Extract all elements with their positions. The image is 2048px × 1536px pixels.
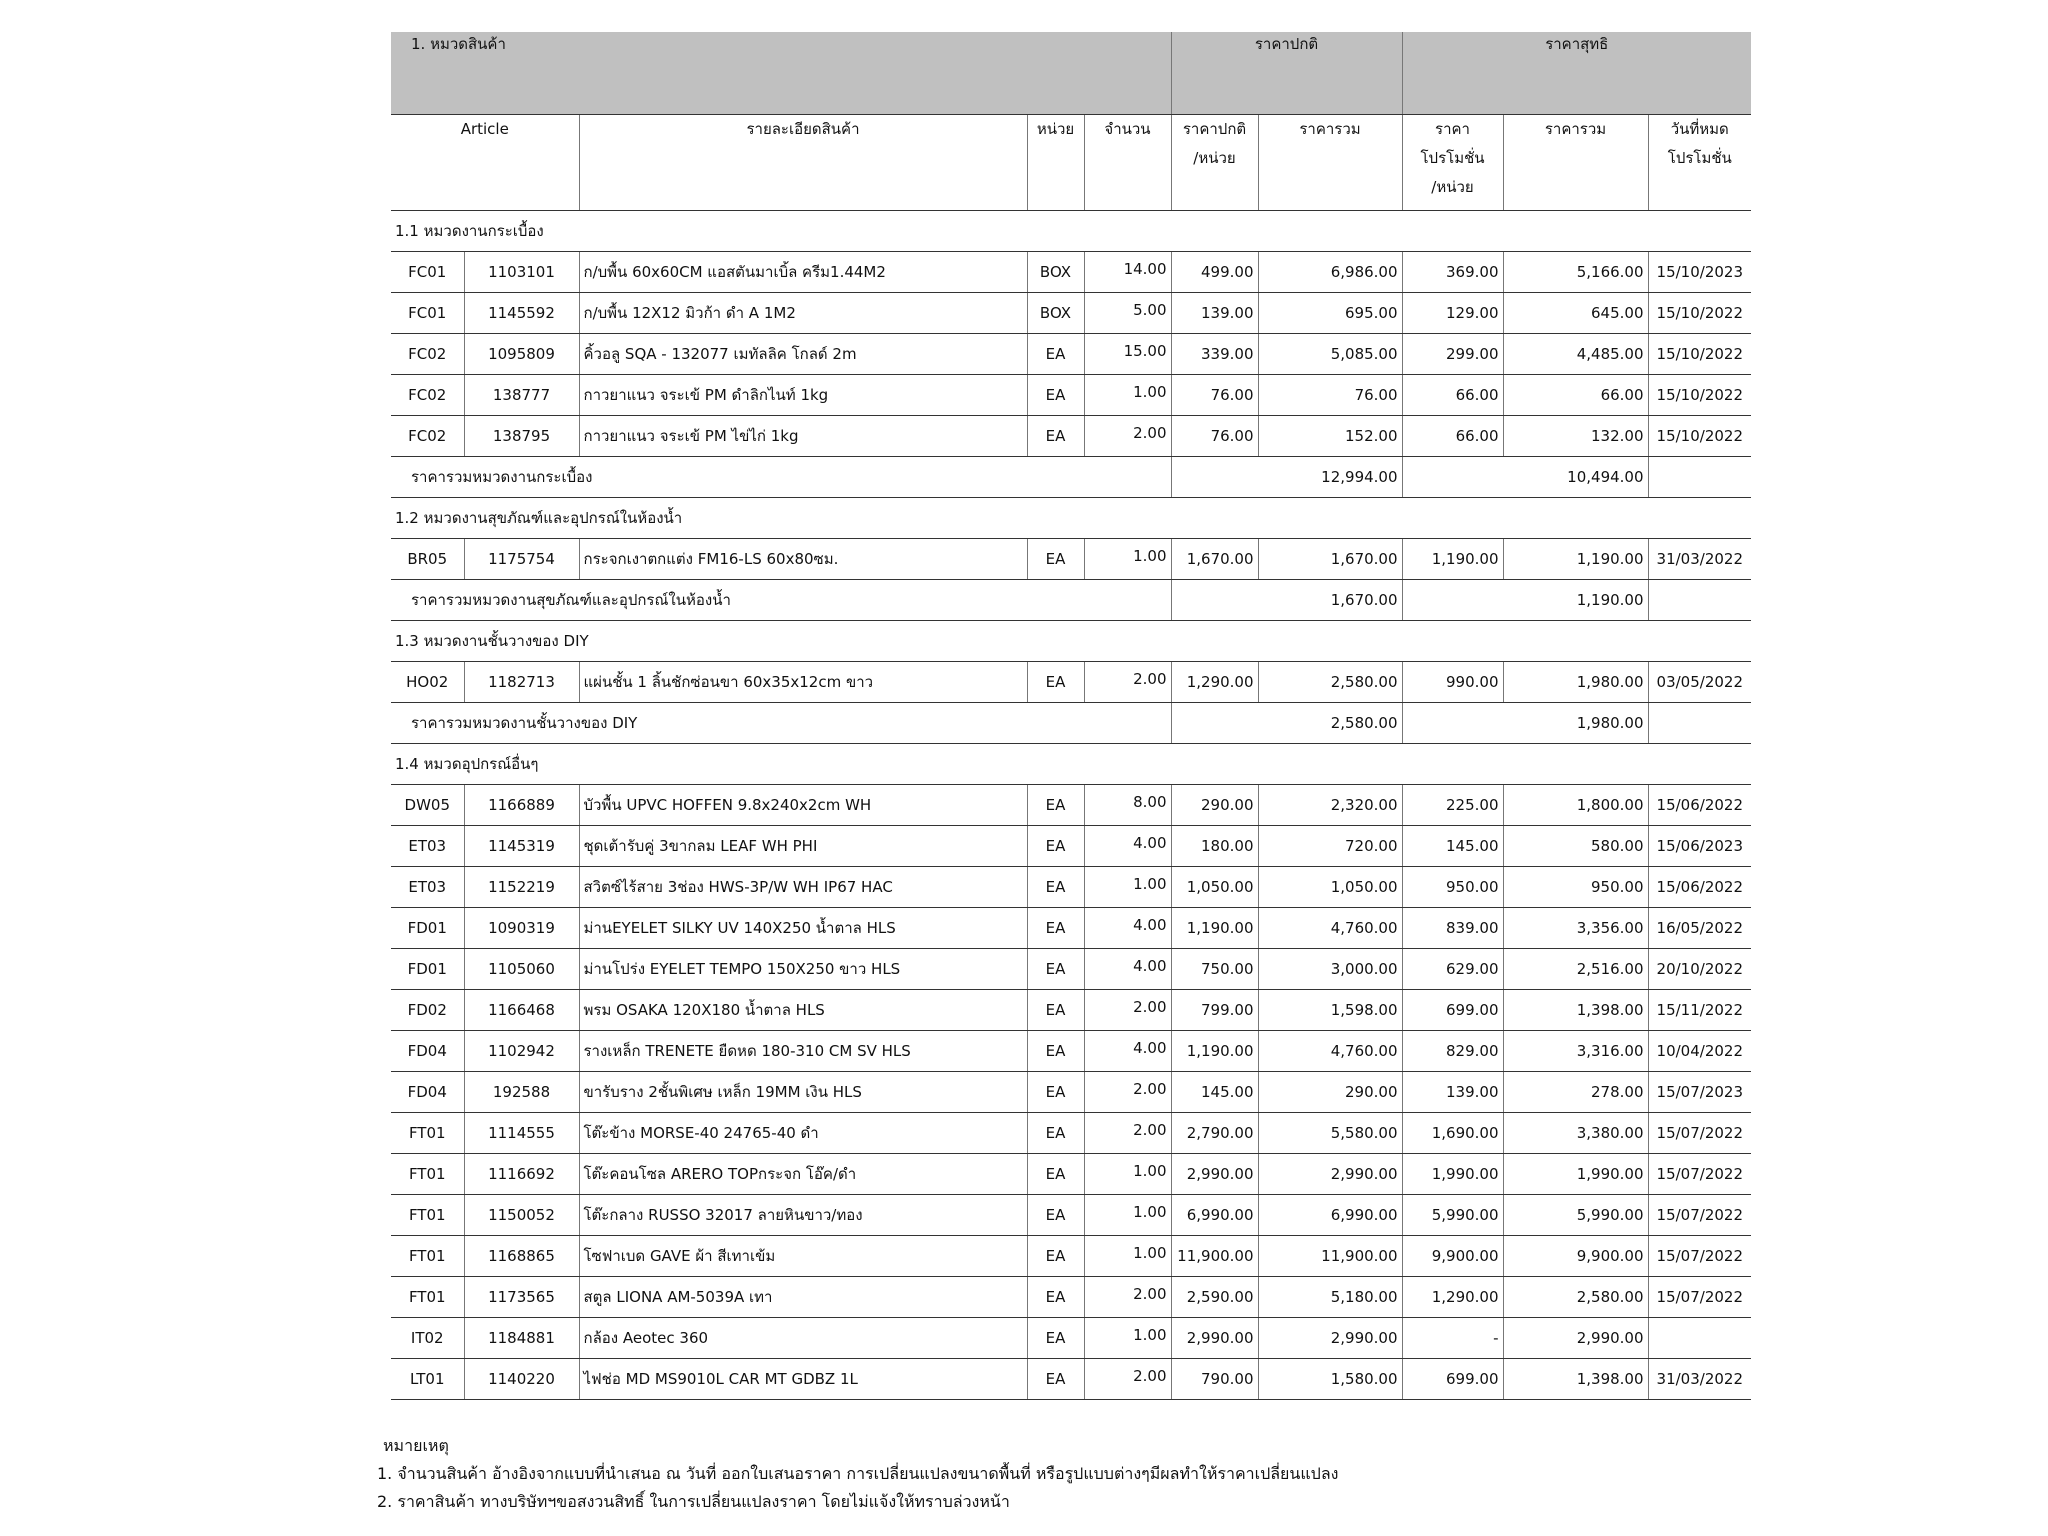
item-promo-end: 16/05/2022 xyxy=(1648,907,1751,948)
item-total: 76.00 xyxy=(1258,374,1402,415)
item-total: 5,085.00 xyxy=(1258,333,1402,374)
quotation-table xyxy=(391,32,1751,1400)
item-unit: EA xyxy=(1027,989,1084,1030)
item-promo-total: 3,356.00 xyxy=(1503,907,1648,948)
item-total: 2,990.00 xyxy=(1258,1317,1402,1358)
table-row xyxy=(391,1358,1751,1399)
item-code: LT01 xyxy=(391,1358,464,1399)
item-article: 1166889 xyxy=(464,784,579,825)
unit-price-header-l2: /หน่วย xyxy=(1193,148,1236,167)
unit-price-header xyxy=(1171,114,1258,210)
item-qty: 2.00 xyxy=(1084,661,1171,702)
notes-line-1: 1. จำนวนสินค้า อ้างอิงจากแบบที่นำเสนอ ณ วันที่ ออกใบเสนอราคา การเปลี่ยนแปลงขนาดพื้นที่ หรือรูปแบบต่างๆมีผลทำให้ราคาเปลี่ยนแปลง xyxy=(377,1464,1339,1483)
item-code: ET03 xyxy=(391,866,464,907)
item-unit-price: 76.00 xyxy=(1171,374,1258,415)
item-qty: 5.00 xyxy=(1084,292,1171,333)
item-unit-price: 139.00 xyxy=(1171,292,1258,333)
item-total: 5,180.00 xyxy=(1258,1276,1402,1317)
item-qty: 1.00 xyxy=(1084,1235,1171,1276)
section-title: 1.1 หมวดงานกระเบื้อง xyxy=(391,210,1751,251)
item-article: 192588 xyxy=(464,1071,579,1112)
item-promo-end: 15/07/2023 xyxy=(1648,1071,1751,1112)
item-promo-price: 950.00 xyxy=(1402,866,1503,907)
item-promo-end: 15/10/2022 xyxy=(1648,415,1751,456)
item-article: 1140220 xyxy=(464,1358,579,1399)
item-total: 5,580.00 xyxy=(1258,1112,1402,1153)
item-code: FT01 xyxy=(391,1194,464,1235)
item-promo-end: 15/07/2022 xyxy=(1648,1235,1751,1276)
item-promo-total: 3,316.00 xyxy=(1503,1030,1648,1071)
item-code: FC02 xyxy=(391,333,464,374)
item-unit: EA xyxy=(1027,866,1084,907)
item-promo-price: 839.00 xyxy=(1402,907,1503,948)
item-unit: EA xyxy=(1027,1194,1084,1235)
net-price-header: ราคาสุทธิ xyxy=(1402,32,1751,114)
table-row xyxy=(391,907,1751,948)
item-article: 1173565 xyxy=(464,1276,579,1317)
item-qty: 1.00 xyxy=(1084,1153,1171,1194)
item-article: 1184881 xyxy=(464,1317,579,1358)
item-code: FC01 xyxy=(391,251,464,292)
item-unit-price: 799.00 xyxy=(1171,989,1258,1030)
item-unit-price: 750.00 xyxy=(1171,948,1258,989)
item-qty: 2.00 xyxy=(1084,1112,1171,1153)
item-description: คิ้วอลู SQA - 132077 เมทัลลิค โกลด์ 2m xyxy=(579,333,1027,374)
item-qty: 14.00 xyxy=(1084,251,1171,292)
item-promo-price: 5,990.00 xyxy=(1402,1194,1503,1235)
item-unit-price: 2,590.00 xyxy=(1171,1276,1258,1317)
item-unit: EA xyxy=(1027,374,1084,415)
table-row xyxy=(391,415,1751,456)
item-promo-end: 15/11/2022 xyxy=(1648,989,1751,1030)
item-unit-price: 790.00 xyxy=(1171,1358,1258,1399)
item-article: 1103101 xyxy=(464,251,579,292)
total-header: ราคารวม xyxy=(1258,114,1402,210)
notes-line-2: 2. ราคาสินค้า ทางบริษัทฯขอสงวนสิทธิ์ ในการเปลี่ยนแปลงราคา โดยไม่แจ้งให้ทราบล่วงหน้า xyxy=(377,1492,1010,1511)
item-article: 1175754 xyxy=(464,538,579,579)
item-code: FT01 xyxy=(391,1153,464,1194)
subtotal-row xyxy=(391,579,1751,620)
item-unit: EA xyxy=(1027,1030,1084,1071)
item-promo-price: 699.00 xyxy=(1402,1358,1503,1399)
item-promo-total: 5,990.00 xyxy=(1503,1194,1648,1235)
table-row xyxy=(391,1235,1751,1276)
item-description: ไฟช่อ MD MS9010L CAR MT GDBZ 1L xyxy=(579,1358,1027,1399)
table-row xyxy=(391,784,1751,825)
table-row xyxy=(391,1153,1751,1194)
item-promo-price: 139.00 xyxy=(1402,1071,1503,1112)
item-total: 1,050.00 xyxy=(1258,866,1402,907)
item-unit-price: 6,990.00 xyxy=(1171,1194,1258,1235)
item-promo-total: 3,380.00 xyxy=(1503,1112,1648,1153)
item-promo-total: 645.00 xyxy=(1503,292,1648,333)
item-unit-price: 1,190.00 xyxy=(1171,907,1258,948)
item-description: โต๊ะกลาง RUSSO 32017 ลายหินขาว/ทอง xyxy=(579,1194,1027,1235)
item-unit-price: 145.00 xyxy=(1171,1071,1258,1112)
item-description: รางเหล็ก TRENETE ยืดหด 180-310 CM SV HLS xyxy=(579,1030,1027,1071)
subtotal-net: 1,980.00 xyxy=(1402,702,1648,743)
item-article: 1145319 xyxy=(464,825,579,866)
item-promo-total: 950.00 xyxy=(1503,866,1648,907)
item-description: ม่านโปร่ง EYELET TEMPO 150X250 ขาว HLS xyxy=(579,948,1027,989)
table-row xyxy=(391,948,1751,989)
item-promo-total: 4,485.00 xyxy=(1503,333,1648,374)
item-total: 4,760.00 xyxy=(1258,1030,1402,1071)
item-promo-total: 1,980.00 xyxy=(1503,661,1648,702)
item-qty: 4.00 xyxy=(1084,825,1171,866)
item-article: 1102942 xyxy=(464,1030,579,1071)
item-description: กล้อง Aeotec 360 xyxy=(579,1317,1027,1358)
table-row xyxy=(391,989,1751,1030)
item-article: 1116692 xyxy=(464,1153,579,1194)
item-description: โซฟาเบด GAVE ผ้า สีเทาเข้ม xyxy=(579,1235,1027,1276)
item-total: 2,320.00 xyxy=(1258,784,1402,825)
item-unit: EA xyxy=(1027,784,1084,825)
item-qty: 2.00 xyxy=(1084,989,1171,1030)
item-promo-price: 990.00 xyxy=(1402,661,1503,702)
item-description: แผ่นชั้น 1 ลิ้นชักซ่อนขา 60x35x12cm ขาว xyxy=(579,661,1027,702)
regular-price-header: ราคาปกติ xyxy=(1171,32,1402,114)
header-row-1 xyxy=(391,32,1751,114)
promo-total-header: ราคารวม xyxy=(1503,114,1648,210)
item-article: 1105060 xyxy=(464,948,579,989)
item-promo-price: 129.00 xyxy=(1402,292,1503,333)
section-row xyxy=(391,620,1751,661)
item-unit: EA xyxy=(1027,907,1084,948)
item-unit: EA xyxy=(1027,1071,1084,1112)
item-promo-total: 132.00 xyxy=(1503,415,1648,456)
item-unit: BOX xyxy=(1027,251,1084,292)
item-code: FD04 xyxy=(391,1071,464,1112)
item-qty: 1.00 xyxy=(1084,374,1171,415)
item-qty: 4.00 xyxy=(1084,948,1171,989)
item-description: พรม OSAKA 120X180 น้ำตาล HLS xyxy=(579,989,1027,1030)
item-unit: EA xyxy=(1027,538,1084,579)
item-unit: EA xyxy=(1027,948,1084,989)
item-promo-end: 31/03/2022 xyxy=(1648,1358,1751,1399)
subtotal-empty xyxy=(1648,579,1751,620)
notes xyxy=(377,1432,1338,1516)
item-description: ชุดเต้ารับคู่ 3ขากลม LEAF WH PHI xyxy=(579,825,1027,866)
item-unit-price: 1,290.00 xyxy=(1171,661,1258,702)
item-promo-price: 699.00 xyxy=(1402,989,1503,1030)
item-promo-price: 829.00 xyxy=(1402,1030,1503,1071)
subtotal-label: ราคารวมหมวดงานกระเบื้อง xyxy=(391,456,1171,497)
item-promo-end: 03/05/2022 xyxy=(1648,661,1751,702)
item-promo-total: 2,990.00 xyxy=(1503,1317,1648,1358)
item-code: FC02 xyxy=(391,415,464,456)
table-row xyxy=(391,251,1751,292)
item-code: FT01 xyxy=(391,1235,464,1276)
item-promo-total: 1,990.00 xyxy=(1503,1153,1648,1194)
subtotal-net: 10,494.00 xyxy=(1402,456,1648,497)
item-qty: 1.00 xyxy=(1084,1317,1171,1358)
item-description: โต๊ะข้าง MORSE-40 24765-40 ดำ xyxy=(579,1112,1027,1153)
subtotal-row xyxy=(391,456,1751,497)
item-article: 1114555 xyxy=(464,1112,579,1153)
item-code: FD04 xyxy=(391,1030,464,1071)
table-row xyxy=(391,825,1751,866)
item-promo-total: 2,580.00 xyxy=(1503,1276,1648,1317)
section-row xyxy=(391,497,1751,538)
subtotal-label: ราคารวมหมวดงานชั้นวางของ DIY xyxy=(391,702,1171,743)
table-row xyxy=(391,866,1751,907)
section-row xyxy=(391,210,1751,251)
description-header: รายละเอียดสินค้า xyxy=(579,114,1027,210)
item-unit: EA xyxy=(1027,661,1084,702)
subtotal-net: 1,190.00 xyxy=(1402,579,1648,620)
article-header: Article xyxy=(391,114,579,210)
section-row xyxy=(391,743,1751,784)
item-description: ม่านEYELET SILKY UV 140X250 น้ำตาล HLS xyxy=(579,907,1027,948)
item-promo-price: 225.00 xyxy=(1402,784,1503,825)
item-promo-price: 1,190.00 xyxy=(1402,538,1503,579)
promo-header-l3: /หน่วย xyxy=(1431,177,1474,196)
item-description: กระจกเงาตกแต่ง FM16-LS 60x80ซม. xyxy=(579,538,1027,579)
item-total: 1,598.00 xyxy=(1258,989,1402,1030)
table-row xyxy=(391,1276,1751,1317)
item-promo-price: 66.00 xyxy=(1402,374,1503,415)
item-description: สวิตซ์ไร้สาย 3ช่อง HWS-3P/W WH IP67 HAC xyxy=(579,866,1027,907)
item-total: 1,580.00 xyxy=(1258,1358,1402,1399)
item-promo-total: 1,800.00 xyxy=(1503,784,1648,825)
item-unit: EA xyxy=(1027,1276,1084,1317)
item-code: BR05 xyxy=(391,538,464,579)
promo-end-header xyxy=(1648,114,1751,210)
item-unit-price: 499.00 xyxy=(1171,251,1258,292)
item-total: 4,760.00 xyxy=(1258,907,1402,948)
item-promo-total: 2,516.00 xyxy=(1503,948,1648,989)
item-total: 720.00 xyxy=(1258,825,1402,866)
item-qty: 4.00 xyxy=(1084,907,1171,948)
item-unit: EA xyxy=(1027,1112,1084,1153)
item-qty: 4.00 xyxy=(1084,1030,1171,1071)
item-description: ขารับราง 2ชั้นพิเศษ เหล็ก 19MM เงิน HLS xyxy=(579,1071,1027,1112)
qty-header: จำนวน xyxy=(1084,114,1171,210)
item-promo-end: 15/07/2022 xyxy=(1648,1276,1751,1317)
item-article: 1150052 xyxy=(464,1194,579,1235)
item-unit-price: 11,900.00 xyxy=(1171,1235,1258,1276)
item-promo-end: 15/06/2022 xyxy=(1648,866,1751,907)
header-row-2 xyxy=(391,114,1751,210)
item-promo-total: 5,166.00 xyxy=(1503,251,1648,292)
item-code: FD01 xyxy=(391,948,464,989)
item-unit-price: 2,990.00 xyxy=(1171,1153,1258,1194)
item-total: 6,986.00 xyxy=(1258,251,1402,292)
item-promo-price: 145.00 xyxy=(1402,825,1503,866)
subtotal-row xyxy=(391,702,1751,743)
item-promo-price: 369.00 xyxy=(1402,251,1503,292)
item-qty: 2.00 xyxy=(1084,1071,1171,1112)
table-row xyxy=(391,1194,1751,1235)
item-qty: 2.00 xyxy=(1084,415,1171,456)
item-total: 1,670.00 xyxy=(1258,538,1402,579)
item-description: บัวพื้น UPVC HOFFEN 9.8x240x2cm WH xyxy=(579,784,1027,825)
item-unit: EA xyxy=(1027,1317,1084,1358)
item-total: 3,000.00 xyxy=(1258,948,1402,989)
subtotal-regular: 2,580.00 xyxy=(1171,702,1402,743)
item-unit-price: 1,190.00 xyxy=(1171,1030,1258,1071)
item-promo-end: 20/10/2022 xyxy=(1648,948,1751,989)
item-unit-price: 76.00 xyxy=(1171,415,1258,456)
item-code: FT01 xyxy=(391,1276,464,1317)
item-description: ก/บพื้น 60x60CM แอสตันมาเบิ้ล ครีม1.44M2 xyxy=(579,251,1027,292)
item-code: IT02 xyxy=(391,1317,464,1358)
item-unit-price: 2,790.00 xyxy=(1171,1112,1258,1153)
item-article: 1166468 xyxy=(464,989,579,1030)
item-promo-price: 1,290.00 xyxy=(1402,1276,1503,1317)
item-total: 2,990.00 xyxy=(1258,1153,1402,1194)
table-row xyxy=(391,1071,1751,1112)
promo-end-header-l1: วันที่หมด xyxy=(1670,119,1729,138)
item-promo-price: 629.00 xyxy=(1402,948,1503,989)
item-unit: EA xyxy=(1027,415,1084,456)
item-unit-price: 2,990.00 xyxy=(1171,1317,1258,1358)
table-row xyxy=(391,333,1751,374)
item-article: 138777 xyxy=(464,374,579,415)
item-promo-end: 15/10/2022 xyxy=(1648,374,1751,415)
item-promo-end xyxy=(1648,1317,1751,1358)
item-unit: EA xyxy=(1027,825,1084,866)
subtotal-label: ราคารวมหมวดงานสุขภัณฑ์และอุปกรณ์ในห้องน้ำ xyxy=(391,579,1171,620)
subtotal-regular: 12,994.00 xyxy=(1171,456,1402,497)
subtotal-empty xyxy=(1648,456,1751,497)
promo-end-header-l2: โปรโมชั่น xyxy=(1667,148,1732,167)
item-description: กาวยาแนว จระเข้ PM ดำลิกไนท์ 1kg xyxy=(579,374,1027,415)
item-description: สตูล LIONA AM-5039A เทา xyxy=(579,1276,1027,1317)
item-promo-price: 299.00 xyxy=(1402,333,1503,374)
table-row xyxy=(391,1030,1751,1071)
item-code: FD01 xyxy=(391,907,464,948)
item-total: 6,990.00 xyxy=(1258,1194,1402,1235)
item-promo-price: 66.00 xyxy=(1402,415,1503,456)
unit-header: หน่วย xyxy=(1027,114,1084,210)
item-unit: EA xyxy=(1027,1235,1084,1276)
item-unit-price: 1,670.00 xyxy=(1171,538,1258,579)
notes-title: หมายเหตุ xyxy=(383,1436,449,1455)
item-article: 1168865 xyxy=(464,1235,579,1276)
item-promo-price: - xyxy=(1402,1317,1503,1358)
category-header: 1. หมวดสินค้า xyxy=(391,32,1171,114)
subtotal-regular: 1,670.00 xyxy=(1171,579,1402,620)
item-promo-price: 1,690.00 xyxy=(1402,1112,1503,1153)
item-qty: 8.00 xyxy=(1084,784,1171,825)
item-promo-end: 15/06/2023 xyxy=(1648,825,1751,866)
item-promo-total: 9,900.00 xyxy=(1503,1235,1648,1276)
item-code: FC02 xyxy=(391,374,464,415)
item-article: 138795 xyxy=(464,415,579,456)
item-code: FC01 xyxy=(391,292,464,333)
section-title: 1.2 หมวดงานสุขภัณฑ์และอุปกรณ์ในห้องน้ำ xyxy=(391,497,1751,538)
item-unit: BOX xyxy=(1027,292,1084,333)
item-total: 2,580.00 xyxy=(1258,661,1402,702)
table-row xyxy=(391,538,1751,579)
item-article: 1145592 xyxy=(464,292,579,333)
subtotal-empty xyxy=(1648,702,1751,743)
promo-header-l1: ราคา xyxy=(1435,119,1470,138)
item-article: 1152219 xyxy=(464,866,579,907)
table-row xyxy=(391,1112,1751,1153)
item-description: ก/บพื้น 12X12 มิวก้า ดำ A 1M2 xyxy=(579,292,1027,333)
item-promo-total: 1,398.00 xyxy=(1503,1358,1648,1399)
item-unit-price: 339.00 xyxy=(1171,333,1258,374)
item-code: ET03 xyxy=(391,825,464,866)
item-unit-price: 1,050.00 xyxy=(1171,866,1258,907)
item-qty: 2.00 xyxy=(1084,1276,1171,1317)
item-code: HO02 xyxy=(391,661,464,702)
item-promo-total: 1,190.00 xyxy=(1503,538,1648,579)
item-promo-total: 1,398.00 xyxy=(1503,989,1648,1030)
item-total: 11,900.00 xyxy=(1258,1235,1402,1276)
item-description: กาวยาแนว จระเข้ PM ไข่ไก่ 1kg xyxy=(579,415,1027,456)
table-row xyxy=(391,1317,1751,1358)
item-promo-total: 66.00 xyxy=(1503,374,1648,415)
item-code: FD02 xyxy=(391,989,464,1030)
item-unit-price: 290.00 xyxy=(1171,784,1258,825)
item-unit: EA xyxy=(1027,1153,1084,1194)
item-total: 290.00 xyxy=(1258,1071,1402,1112)
item-promo-end: 15/07/2022 xyxy=(1648,1112,1751,1153)
item-promo-price: 9,900.00 xyxy=(1402,1235,1503,1276)
item-promo-total: 278.00 xyxy=(1503,1071,1648,1112)
item-code: DW05 xyxy=(391,784,464,825)
promo-header xyxy=(1402,114,1503,210)
item-promo-end: 10/04/2022 xyxy=(1648,1030,1751,1071)
table-row xyxy=(391,661,1751,702)
item-promo-total: 580.00 xyxy=(1503,825,1648,866)
item-promo-end: 15/07/2022 xyxy=(1648,1194,1751,1235)
item-promo-end: 31/03/2022 xyxy=(1648,538,1751,579)
item-article: 1090319 xyxy=(464,907,579,948)
promo-header-l2: โปรโมชั่น xyxy=(1420,148,1485,167)
item-code: FT01 xyxy=(391,1112,464,1153)
item-description: โต๊ะคอนโซล ARERO TOPกระจก โอ๊ค/ดำ xyxy=(579,1153,1027,1194)
item-qty: 15.00 xyxy=(1084,333,1171,374)
unit-price-header-l1: ราคาปกติ xyxy=(1182,119,1247,138)
item-unit: EA xyxy=(1027,333,1084,374)
item-unit: EA xyxy=(1027,1358,1084,1399)
item-promo-end: 15/10/2023 xyxy=(1648,251,1751,292)
item-promo-price: 1,990.00 xyxy=(1402,1153,1503,1194)
item-promo-end: 15/06/2022 xyxy=(1648,784,1751,825)
item-promo-end: 15/10/2022 xyxy=(1648,292,1751,333)
section-title: 1.3 หมวดงานชั้นวางของ DIY xyxy=(391,620,1751,661)
item-promo-end: 15/10/2022 xyxy=(1648,333,1751,374)
section-title: 1.4 หมวดอุปกรณ์อื่นๆ xyxy=(391,743,1751,784)
item-promo-end: 15/07/2022 xyxy=(1648,1153,1751,1194)
item-unit-price: 180.00 xyxy=(1171,825,1258,866)
table-row xyxy=(391,292,1751,333)
item-qty: 1.00 xyxy=(1084,1194,1171,1235)
item-qty: 1.00 xyxy=(1084,538,1171,579)
item-total: 695.00 xyxy=(1258,292,1402,333)
table-row xyxy=(391,374,1751,415)
item-qty: 2.00 xyxy=(1084,1358,1171,1399)
item-qty: 1.00 xyxy=(1084,866,1171,907)
item-article: 1095809 xyxy=(464,333,579,374)
item-article: 1182713 xyxy=(464,661,579,702)
item-total: 152.00 xyxy=(1258,415,1402,456)
